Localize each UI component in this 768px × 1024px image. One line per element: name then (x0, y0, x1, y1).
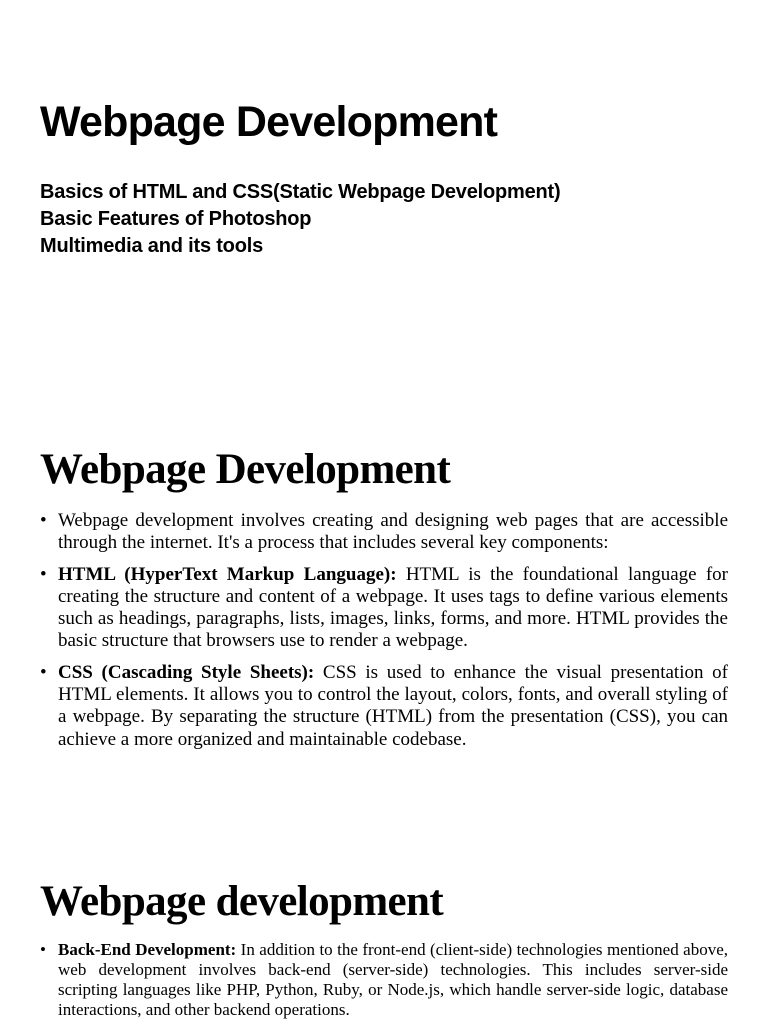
content-slide (0, 430, 768, 850)
content-slide (0, 862, 768, 1024)
bullet-list (40, 940, 728, 1020)
bullet-item (40, 940, 728, 1020)
topic-item: Basic Features of Photoshop (40, 208, 312, 230)
bullet-term: HTML (HyperText Markup Language): (58, 563, 397, 585)
bullet-text: HTML is the foundational language for creating the structure and content of a webpage. It uses tags to define various elements such as headings, paragraphs, lists, images, links, forms, and more. HTML provides the basic structure that browsers use to render a webpage. (58, 563, 728, 652)
slide-title: Webpage Development (40, 98, 498, 146)
bullet-icon: • (40, 661, 47, 683)
topic-item: Multimedia and its tools (40, 235, 263, 257)
bullet-text: Webpage development involves creating and designing web pages that are accessible through the internet. It's a process that includes several key components: (58, 510, 728, 554)
topic-item: Basics of HTML and CSS(Static Webpage Development) (40, 181, 561, 203)
bullet-item (40, 662, 728, 751)
bullet-icon: • (40, 510, 47, 531)
bullet-text: In addition to the front-end (client-side) technologies mentioned above, web development involves back-end (server-side) technologies. This includes server-side scripting languages like PHP, Python, Ruby, or Node.js, which handle server-side logic, database interactions, and other backend operations. (58, 940, 728, 1019)
slide-heading: Webpage development (40, 878, 444, 925)
bullet-icon: • (40, 940, 46, 959)
bullet-item (40, 510, 728, 555)
bullet-term: Back-End Development: (58, 940, 237, 959)
title-slide (0, 0, 768, 420)
bullet-item (40, 564, 728, 653)
bullet-term: CSS (Cascading Style Sheets): (58, 661, 315, 683)
topic-list (40, 179, 560, 260)
bullet-text: CSS is used to enhance the visual presentation of HTML elements. It allows you to control the layout, colors, fonts, and overall styling of a webpage. By separating the structure (HTML) from the presentation (CSS), you can achieve a more organized and maintainable codebase. (58, 661, 729, 750)
slide-heading: Webpage Development (40, 446, 451, 493)
bullet-list (40, 510, 728, 760)
bullet-icon: • (40, 563, 47, 585)
